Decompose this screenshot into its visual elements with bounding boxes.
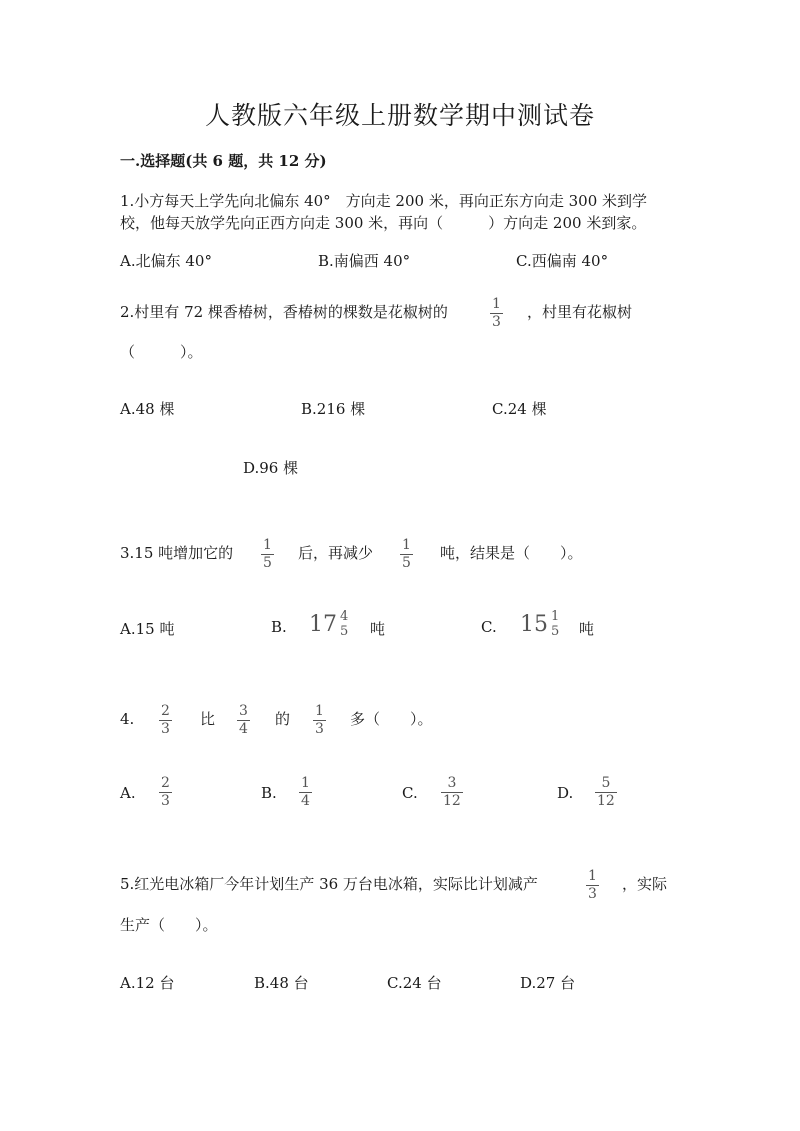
question-2-line-2: （ ）。 xyxy=(120,343,203,361)
fraction-numerator: 3 xyxy=(239,703,248,719)
fraction-numerator: 1 xyxy=(301,775,310,791)
fraction-denominator: 3 xyxy=(588,886,597,902)
question-4-word-3: 多（ ）。 xyxy=(350,710,433,728)
question-4-option-d-fraction xyxy=(595,776,617,809)
fraction-denominator: 3 xyxy=(315,721,324,737)
question-2-option-c: C.24 棵 xyxy=(492,400,547,418)
fraction-denominator: 12 xyxy=(597,793,615,809)
question-4-option-b-label: B. xyxy=(261,784,277,802)
question-5-option-b: B.48 台 xyxy=(254,974,309,992)
question-2-text-1: 2.村里有 72 棵香椿树，香椿树的棵数是花椒树的 xyxy=(120,303,448,321)
mixed-whole: 15 xyxy=(520,611,548,637)
fraction-denominator: 5 xyxy=(402,555,411,571)
section-heading: 一.选择题(共 6 题，共 12 分) xyxy=(120,152,327,170)
mixed-fraction xyxy=(338,610,350,638)
question-4-number: 4. xyxy=(120,710,135,728)
question-2-fraction xyxy=(490,297,503,330)
question-3-fraction-2 xyxy=(400,538,413,571)
question-4-fraction-2 xyxy=(237,704,250,737)
question-2-text-2: ，村里有花椒树 xyxy=(527,303,633,321)
fraction-numerator: 1 xyxy=(263,537,272,553)
question-1-option-c: C.西偏南 40° xyxy=(516,252,609,270)
fraction-denominator: 12 xyxy=(443,793,461,809)
question-3-text-2: 后，再减少 xyxy=(298,544,374,562)
question-3-text-1: 3.15 吨增加它的 xyxy=(120,544,234,562)
question-3-text-3: 吨，结果是（ ）。 xyxy=(440,544,583,562)
fraction-numerator: 1 xyxy=(315,703,324,719)
question-1-line-1: 1.小方每天上学先向北偏东 40° 方向走 200 米，再向正东方向走 300 米到学 xyxy=(120,192,648,210)
question-4-option-c-fraction xyxy=(441,776,463,809)
question-5-option-a: A.12 台 xyxy=(120,974,175,992)
fraction-numerator: 2 xyxy=(161,703,170,719)
fraction-denominator: 3 xyxy=(161,721,170,737)
fraction-denominator: 4 xyxy=(239,721,248,737)
fraction-numerator: 5 xyxy=(601,775,611,791)
question-4-option-c-label: C. xyxy=(402,784,418,802)
question-5-text-2: ，实际 xyxy=(622,875,668,893)
question-3-option-c-mixed-number xyxy=(520,610,561,638)
question-3-fraction-1 xyxy=(261,538,274,571)
fraction-denominator: 5 xyxy=(551,624,560,639)
question-5-option-d: D.27 台 xyxy=(520,974,576,992)
fraction-denominator: 3 xyxy=(161,793,170,809)
question-4-fraction-1 xyxy=(159,704,172,737)
question-3-option-b-label: B. xyxy=(271,618,287,636)
fraction-numerator: 1 xyxy=(402,537,411,553)
question-4-fraction-3 xyxy=(313,704,326,737)
question-4-option-d-label: D. xyxy=(557,784,574,802)
fraction-denominator: 4 xyxy=(301,793,310,809)
question-2-option-b: B.216 棵 xyxy=(301,400,366,418)
question-3-option-a: A.15 吨 xyxy=(120,620,175,638)
fraction-denominator: 5 xyxy=(263,555,272,571)
question-4-word-1: 比 xyxy=(200,710,216,728)
question-3-option-c-unit: 吨 xyxy=(579,620,595,638)
question-4-option-b-fraction xyxy=(299,776,312,809)
question-1-line-2: 校，他每天放学先向正西方向走 300 米，再向（ ）方向走 200 米到家。 xyxy=(120,214,647,232)
question-3-option-c-label: C. xyxy=(481,618,497,636)
question-1-option-a: A.北偏东 40° xyxy=(120,252,212,270)
question-4-word-2: 的 xyxy=(275,710,291,728)
fraction-denominator: 5 xyxy=(340,624,349,639)
fraction-numerator: 1 xyxy=(551,609,560,624)
fraction-numerator: 1 xyxy=(492,296,501,312)
fraction-numerator: 2 xyxy=(161,775,170,791)
question-3-option-b-unit: 吨 xyxy=(370,620,386,638)
question-5-text-1: 5.红光电冰箱厂今年计划生产 36 万台电冰箱，实际比计划减产 xyxy=(120,875,538,893)
fraction-numerator: 1 xyxy=(588,868,597,884)
question-5-fraction xyxy=(586,869,599,902)
mixed-fraction xyxy=(549,610,561,638)
question-2-option-d: D.96 棵 xyxy=(243,459,299,477)
question-4-option-a-label: A. xyxy=(120,784,136,802)
question-2-option-a: A.48 棵 xyxy=(120,400,175,418)
question-3-option-b-mixed-number xyxy=(309,610,350,638)
question-4-option-a-fraction xyxy=(159,776,172,809)
page-title: 人教版六年级上册数学期中测试卷 xyxy=(204,101,595,130)
fraction-numerator: 3 xyxy=(447,775,457,791)
question-1-option-b: B.南偏西 40° xyxy=(318,252,411,270)
fraction-denominator: 3 xyxy=(492,314,501,330)
question-5-line-2: 生产（ ）。 xyxy=(120,916,218,934)
question-5-option-c: C.24 台 xyxy=(387,974,442,992)
fraction-numerator: 4 xyxy=(340,609,349,624)
mixed-whole: 17 xyxy=(309,611,337,637)
